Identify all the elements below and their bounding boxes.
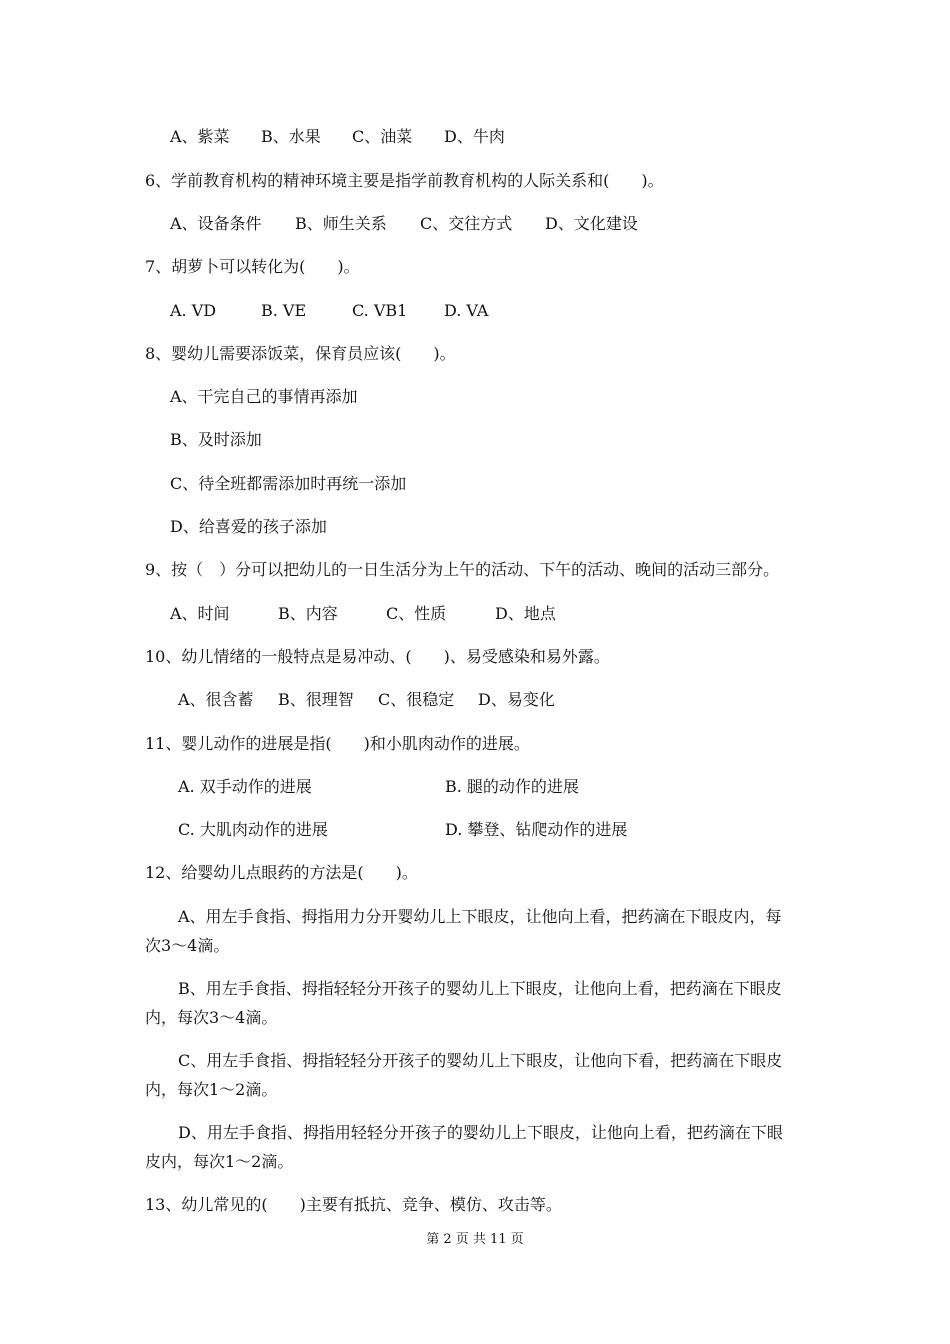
q8-option-a: A、干完自己的事情再添加 [170,387,358,406]
q6-option-b: B、师生关系 [295,214,387,233]
q12-option-a-line1: A、用左手食指、拇指用力分开婴幼儿上下眼皮，让他向上看，把药滴在下眼皮内，每 [178,907,782,926]
q9-option-b: B、内容 [278,604,338,623]
q9-option-a: A、时间 [170,604,230,623]
q12-option-a-line2: 次3～4滴。 [145,936,230,955]
q11-question: 11、婴儿动作的进展是指( )和小肌肉动作的进展。 [145,734,530,753]
q7-option-c: C. VB1 [352,301,408,320]
q5-option-b: B、水果 [261,127,321,146]
q10-question: 10、幼儿情绪的一般特点是易冲动、( )、易受感染和易外露。 [145,647,610,666]
q12-option-c-line1: C、用左手食指、拇指轻轻分开孩子的婴幼儿上下眼皮，让他向下看，把药滴在下眼皮 [178,1051,783,1070]
q6-option-a: A、设备条件 [170,214,262,233]
q12-option-d-line1: D、用左手食指、拇指用轻轻分开孩子的婴幼儿上下眼皮，让他向上看，把药滴在下眼 [178,1123,783,1142]
q7-option-a: A. VD [170,301,217,320]
q5-option-c: C、油菜 [352,127,413,146]
q9-question: 9、按（ ）分可以把幼儿的一日生活分为上午的活动、下午的活动、晚间的活动三部分。 [145,560,780,579]
q12-option-d-line2: 皮内，每次1～2滴。 [145,1152,294,1171]
q10-option-d: D、易变化 [478,690,555,709]
q7-option-b: B. VE [261,301,307,320]
q9-option-d: D、地点 [495,604,556,623]
q12-option-c-line2: 内，每次1～2滴。 [145,1080,278,1099]
q6-option-d: D、文化建设 [545,214,638,233]
q5-option-d: D、牛肉 [444,127,505,146]
q12-question: 12、给婴幼儿点眼药的方法是( )。 [145,863,418,882]
q12-option-b-line1: B、用左手食指、拇指轻轻分开孩子的婴幼儿上下眼皮，让他向上看，把药滴在下眼皮 [178,979,782,998]
q10-option-a: A、很含蓄 [178,690,254,709]
q11-option-a: A. 双手动作的进展 [178,777,312,796]
q11-option-c: C. 大肌肉动作的进展 [178,820,328,839]
q12-option-b-line2: 内，每次3～4滴。 [145,1008,278,1027]
q8-question: 8、婴幼儿需要添饭菜，保育员应该( )。 [145,344,456,363]
q7-option-d: D. VA [444,301,489,320]
q10-option-b: B、很理智 [278,690,354,709]
q7-question: 7、胡萝卜可以转化为( )。 [145,257,360,276]
q8-option-d: D、给喜爱的孩子添加 [170,517,327,536]
q10-option-c: C、很稳定 [378,690,455,709]
q11-option-b: B. 腿的动作的进展 [445,777,579,796]
q8-option-c: C、待全班都需添加时再统一添加 [170,474,407,493]
q5-option-a: A、紫菜 [170,127,230,146]
q8-option-b: B、及时添加 [170,430,262,449]
page-footer: 第 2 页 共 11 页 [426,1232,524,1247]
q11-option-d: D. 攀登、钻爬动作的进展 [445,820,628,839]
q6-option-c: C、交往方式 [420,214,513,233]
q9-option-c: C、性质 [386,604,447,623]
q6-question: 6、学前教育机构的精神环境主要是指学前教育机构的人际关系和( )。 [145,171,664,190]
q13-question: 13、幼儿常见的( )主要有抵抗、竞争、模仿、攻击等。 [145,1195,562,1214]
